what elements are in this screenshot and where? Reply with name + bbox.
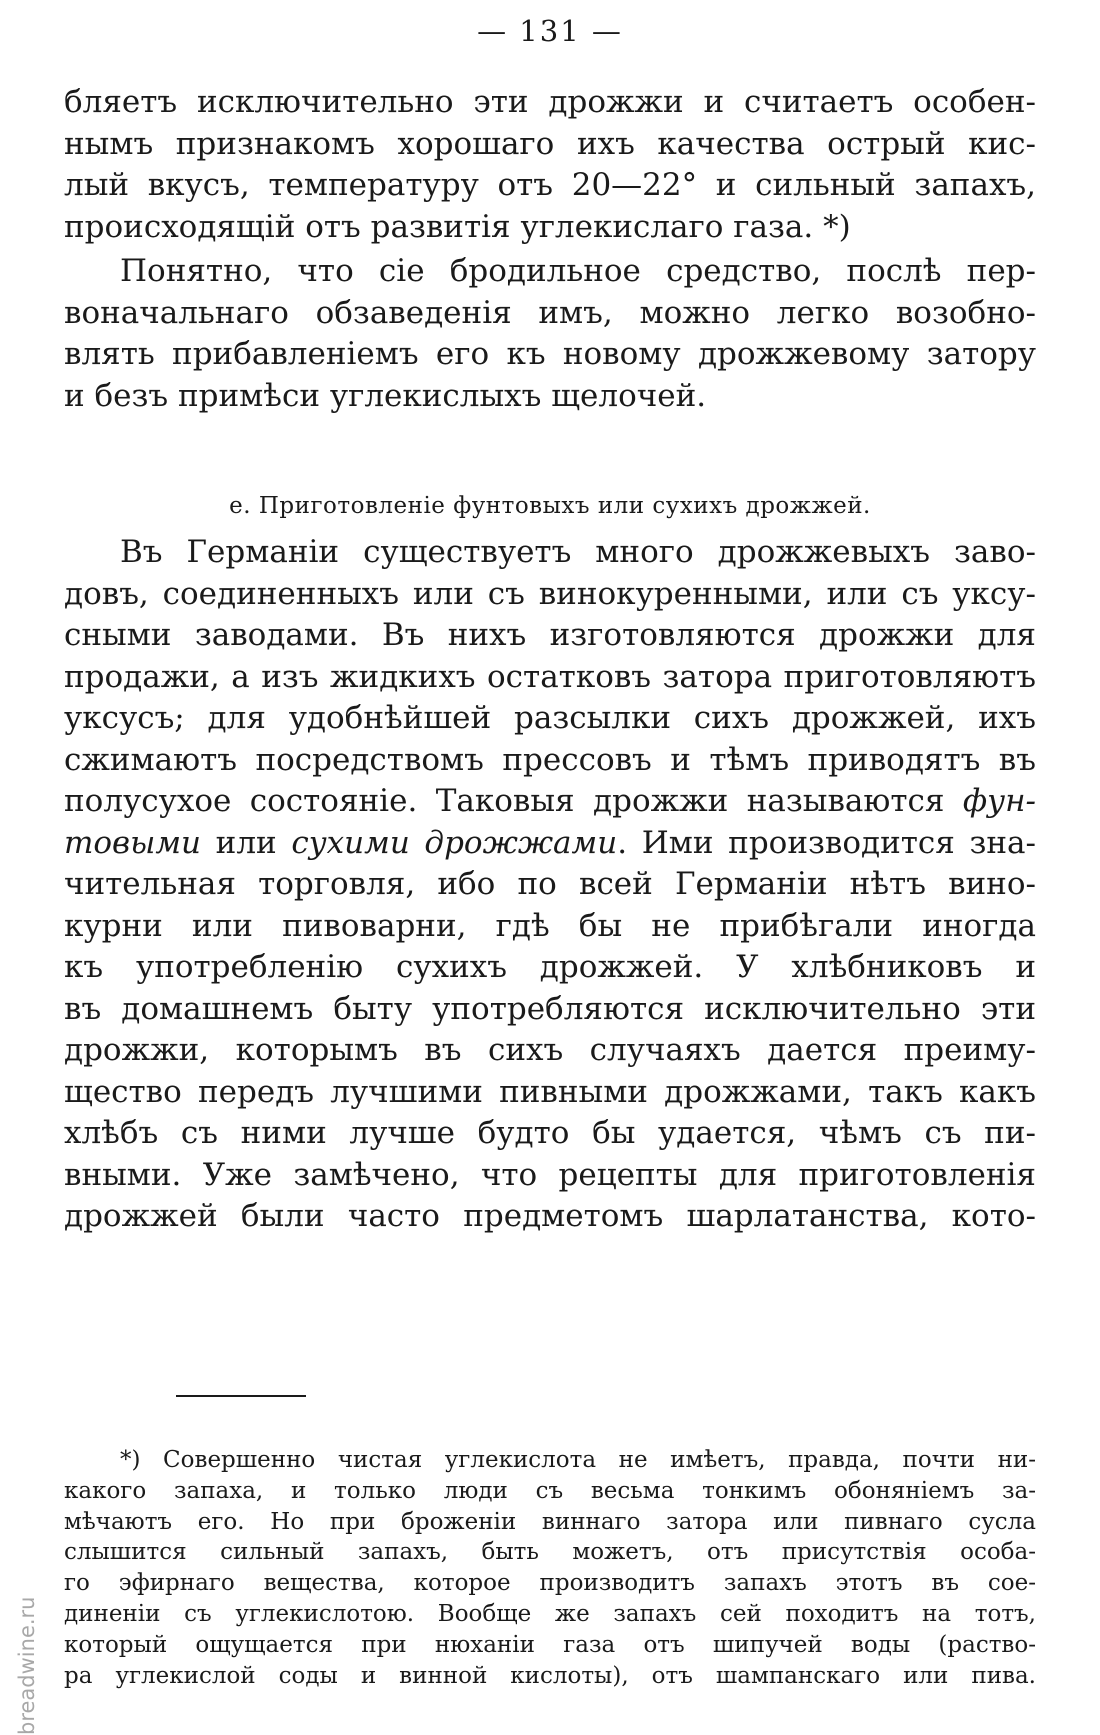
text-line: курни или пивоварни, гдѣ бы не прибѣгали иногда [64,907,1036,944]
footnote-line: диненіи съ углекислотою. Вообще же запахъ сей походитъ на тотъ, [64,1600,1036,1627]
footnote-line: мѣчаютъ его. Но при броженіи виннаго затора или пивнаго сусла [64,1508,1036,1535]
text-run: . Ими производится зна- [617,824,1036,861]
text-line: сжимаютъ посредствомъ прессовъ и тѣмъ приводятъ въ [64,741,1036,778]
watermark: breadwine.ru [15,1596,39,1735]
footnote-line: который ощущается при нюханіи газа отъ шипучей воды (раство- [64,1631,1036,1658]
text-line: уксусъ; для удобнѣйшей разсылки сихъ дрожжей, ихъ [64,700,1036,736]
text-line: Понятно, что сіе бродильное средство, послѣ пер- [120,253,1036,289]
text-line: лый вкусъ, температуру отъ 20—22° и сильный запахъ, [64,167,1036,203]
section-heading: е. Приготовленіе фунтовыхъ или сухихъ дрожжей. [229,493,871,519]
footnote-line: го эфирнаго вещества, которое производитъ запахъ этотъ въ сое- [64,1570,1036,1597]
footnote [64,1445,1036,1691]
text-line: бляетъ исключительно эти дрожжи и считаетъ особен- [64,84,1036,120]
text-line: происходящій отъ развитія углекислаго газа. *) [64,208,851,245]
italic-term: фун- [962,783,1036,819]
text-line: сными заводами. Въ нихъ изготовляются дрожжи для [64,617,1036,653]
text-line: воначальнаго обзаведенія имъ, можно легко возобно- [64,294,1036,331]
paragraph-2 [64,251,1036,417]
text-line: довъ, соединенныхъ или съ винокуренными, или съ уксу- [64,575,1036,612]
text-line: чительная торговля, ибо по всей Германіи нѣтъ вино- [64,866,1036,902]
text-line: нымъ признакомъ хорошаго ихъ качества острый кис- [64,125,1036,162]
text-line [64,781,1036,823]
footnote-line: ра углекислой соды и винной кислоты), отъ шампанскаго или пива. [64,1662,1036,1689]
text-line: влять прибавленіемъ его къ новому дрожжевому затору [64,336,1036,372]
main-paragraph [64,532,1036,1238]
intro-paragraph [64,82,1036,248]
text-line: вными. Уже замѣчено, что рецепты для приготовленія [64,1156,1036,1193]
text-line: дрожжей были часто предметомъ шарлатанства, кото- [64,1198,1036,1234]
italic-term: сухими дрожжами [291,824,618,861]
italic-term: товыми [64,824,202,861]
text-line: дрожжи, которымъ въ сихъ случаяхъ дается преиму- [64,1032,1036,1068]
text-run: полусухое состояніе. Таковыя дрожжи называются [64,783,963,819]
text-line [64,823,1036,865]
footnote-line: какого запаха, и только люди съ весьма тонкимъ обоняніемъ за- [64,1477,1036,1504]
text-line: щество передъ лучшими пивными дрожжами, такъ какъ [64,1073,1036,1110]
text-line: Въ Германіи существуетъ много дрожжевыхъ заво- [120,534,1036,570]
footnote-line: *) Совершенно чистая углекислота не имѣетъ, правда, почти ни- [120,1447,1036,1473]
text-run: или [201,824,292,861]
text-line: продажи, а изъ жидкихъ остатковъ затора приготовляютъ [64,658,1036,695]
text-line: хлѣбъ съ ними лучше будто бы удается, чѣмъ съ пи- [64,1115,1036,1151]
text-line: къ употребленію сухихъ дрожжей. У хлѣбниковъ и [64,949,1036,985]
footnote-separator [176,1395,306,1397]
page-number: — 131 — [477,14,623,48]
text-line: и безъ примѣси углекислыхъ щелочей. [64,377,707,414]
footnote-line: слышится сильный запахъ, быть можетъ, отъ присутствія особа- [64,1539,1036,1566]
text-line: въ домашнемъ быту употребляются исключительно эти [64,990,1036,1027]
